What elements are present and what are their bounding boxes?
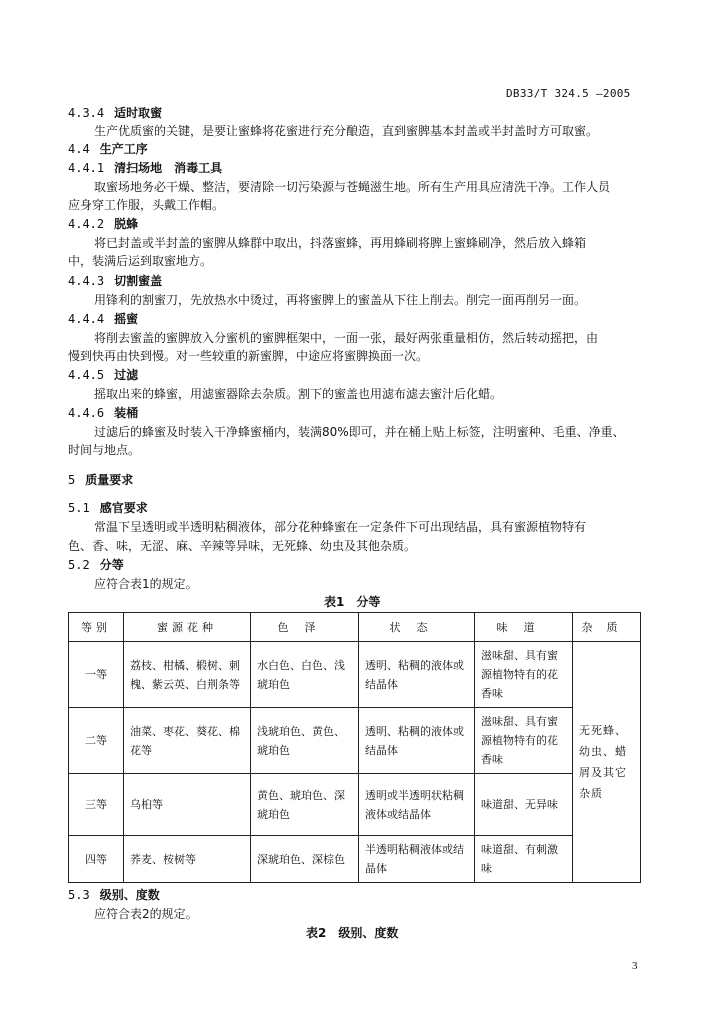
section-number: 4.4 — [68, 142, 90, 156]
paragraph: 将已封盖或半封盖的蜜脾从蜂群中取出，抖落蜜蜂，再用蜂刷将脾上蜜蜂刷净，然后放入蜂箱 — [94, 236, 587, 250]
cell-state: 透明、粘稠的液体或结晶体 — [359, 708, 475, 774]
section-title: 级别、度数 — [99, 888, 160, 902]
paragraph-continuation: 慢到快再由快到慢。对一些较重的新蜜脾，中途应将蜜脾换面一次。 — [68, 349, 429, 363]
section-5-2-heading — [68, 556, 124, 573]
table-2-caption: 表2 级别、度数 — [306, 926, 399, 940]
section-number: 4.4.3 — [68, 274, 105, 288]
section-number: 4.3.4 — [68, 106, 105, 120]
header-state: 状态 — [359, 613, 475, 642]
section-title: 装桶 — [114, 406, 139, 420]
section-title: 质量要求 — [85, 473, 134, 487]
paragraph: 取蜜场地务必干燥、整洁，要清除一切污染源与苍蝇滋生地。所有生产用具应清洗干净。工作人员 — [94, 180, 611, 194]
cell-taste: 味道甜、有刺激味 — [475, 836, 573, 883]
cell-taste: 滋味甜、具有蜜源植物特有的花香味 — [475, 642, 573, 708]
paragraph: 常温下呈透明或半透明粘稠液体，部分花种蜂蜜在一定条件下可出现结晶，具有蜜源植物特有 — [94, 520, 587, 534]
standard-code-header: DB33/T 324.5 —2005 — [506, 87, 631, 100]
table-1-caption: 表1 分等 — [324, 595, 381, 609]
header-color: 色泽 — [251, 613, 359, 642]
paragraph: 将削去蜜盖的蜜脾放入分蜜机的蜜脾框架中，一面一张，最好两张重量相仿，然后转动摇把，由 — [94, 331, 599, 345]
paragraph: 应符合表2的规定。 — [94, 907, 198, 921]
paragraph-continuation: 时间与地点。 — [68, 443, 141, 457]
cell-nectar-source: 乌桕等 — [124, 774, 251, 836]
cell-nectar-source: 油菜、枣花、葵花、棉花等 — [124, 708, 251, 774]
section-title: 清扫场地 消毒工具 — [114, 161, 223, 175]
header-taste: 味道 — [475, 613, 573, 642]
cell-grade: 一等 — [69, 642, 124, 708]
paragraph: 生产优质蜜的关键，是要让蜜蜂将花蜜进行充分酿造，直到蜜脾基本封盖或半封盖时方可取蜜。 — [94, 124, 599, 138]
section-title: 感官要求 — [99, 501, 148, 515]
table-row — [69, 774, 641, 836]
section-4-4-4-heading — [68, 310, 138, 327]
section-4-4-1-heading — [68, 159, 222, 176]
section-number: 4.4.4 — [68, 312, 105, 326]
cell-grade: 二等 — [69, 708, 124, 774]
section-title: 摇蜜 — [114, 312, 139, 326]
section-5-3-heading — [68, 886, 160, 903]
cell-state: 半透明粘稠液体或结晶体 — [359, 836, 475, 883]
section-4-3-4-heading — [68, 104, 162, 121]
page-number: 3 — [632, 960, 638, 972]
section-number: 4.4.2 — [68, 217, 105, 231]
cell-color: 水白色、白色、浅琥珀色 — [251, 642, 359, 708]
cell-taste: 滋味甜、具有蜜源植物特有的花香味 — [475, 708, 573, 774]
paragraph-continuation: 中，装满后运到取蜜地方。 — [68, 254, 213, 268]
section-title: 生产工序 — [99, 142, 148, 156]
cell-color: 深琥珀色、深棕色 — [251, 836, 359, 883]
cell-state: 透明或半透明状粘稠液体或结晶体 — [359, 774, 475, 836]
paragraph: 摇取出来的蜂蜜，用滤蜜器除去杂质。割下的蜜盖也用滤布滤去蜜汁后化蜡。 — [94, 387, 503, 401]
section-4-4-6-heading — [68, 404, 138, 421]
section-4-4-3-heading — [68, 272, 162, 289]
paragraph: 过滤后的蜂蜜及时装入干净蜂蜜桶内，装满80%即可，并在桶上贴上标签，注明蜜种、毛重、净重、 — [94, 425, 625, 439]
section-4-4-5-heading — [68, 366, 138, 383]
paragraph: 用锋利的割蜜刀，先放热水中烫过，再将蜜脾上的蜜盖从下往上削去。削完一面再削另一面。 — [94, 293, 587, 307]
header-impurity: 杂质 — [573, 613, 641, 642]
table-row — [69, 836, 641, 883]
grade-table — [68, 612, 641, 883]
section-title: 适时取蜜 — [114, 106, 163, 120]
cell-impurity: 无死蜂、幼虫、蜡屑及其它杂质 — [573, 642, 641, 883]
table-row — [69, 642, 641, 708]
cell-color: 浅琥珀色、黄色、琥珀色 — [251, 708, 359, 774]
section-title: 过滤 — [114, 368, 139, 382]
paragraph-continuation: 应身穿工作服，头戴工作帽。 — [68, 198, 225, 212]
table-row — [69, 708, 641, 774]
section-number: 4.4.5 — [68, 368, 105, 382]
cell-state: 透明、粘稠的液体或结晶体 — [359, 642, 475, 708]
table-header-row — [69, 613, 641, 642]
cell-taste: 味道甜、无异味 — [475, 774, 573, 836]
section-title: 脱蜂 — [114, 217, 139, 231]
section-number: 4.4.1 — [68, 161, 105, 175]
section-4-4-heading — [68, 140, 148, 157]
cell-nectar-source: 荔枝、柑橘、椴树、刺槐、紫云英、白荆条等 — [124, 642, 251, 708]
header-grade: 等别 — [69, 613, 124, 642]
cell-nectar-source: 荞麦、桉树等 — [124, 836, 251, 883]
section-number: 5.2 — [68, 558, 90, 572]
cell-grade: 四等 — [69, 836, 124, 883]
section-5-1-heading — [68, 499, 148, 516]
paragraph: 应符合表1的规定。 — [94, 577, 198, 591]
section-number: 5.1 — [68, 501, 90, 515]
cell-color: 黄色、琥珀色、深琥珀色 — [251, 774, 359, 836]
section-title: 切割蜜盖 — [114, 274, 163, 288]
paragraph-continuation: 色、香、味，无涩、麻、辛辣等异味，无死蜂、幼虫及其他杂质。 — [68, 539, 417, 553]
section-5-heading — [68, 471, 133, 488]
section-number: 5 — [68, 473, 76, 487]
section-4-4-2-heading — [68, 215, 138, 232]
header-nectar-source: 蜜源花种 — [124, 613, 251, 642]
section-title: 分等 — [99, 558, 124, 572]
section-number: 5.3 — [68, 888, 90, 902]
section-number: 4.4.6 — [68, 406, 105, 420]
cell-grade: 三等 — [69, 774, 124, 836]
